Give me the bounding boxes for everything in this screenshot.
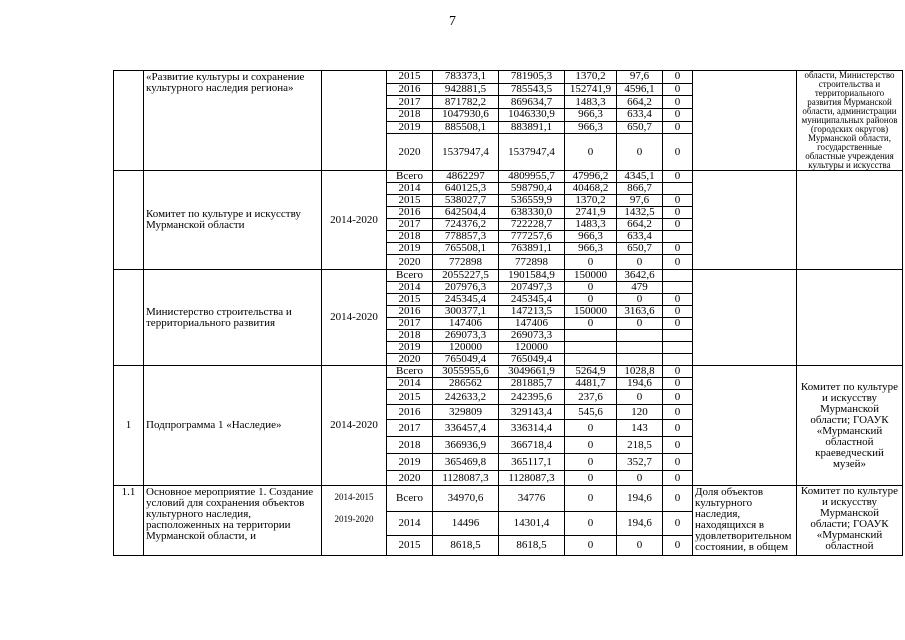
section-name: Основное мероприятие 1. Создание условий для сохранения объектов культурного наследия, расположенных на территории Мурманской области, и (144, 486, 322, 556)
year-cell: 2016 (387, 405, 433, 420)
other-cell: 0 (663, 71, 693, 84)
row-number (114, 270, 144, 366)
other-cell: 0 (663, 454, 693, 471)
local-cell: 633,4 (617, 108, 663, 121)
total-cell: 286562 (433, 378, 499, 390)
regional-cell: 4809955,7 (499, 171, 565, 183)
local-cell: 218,5 (617, 437, 663, 454)
regional-cell: 765049,4 (499, 354, 565, 366)
local-cell: 194,6 (617, 486, 663, 512)
federal-cell: 40468,2 (565, 183, 617, 195)
other-cell (663, 342, 693, 354)
row-number: 1.1 (114, 486, 144, 556)
row-number (114, 71, 144, 171)
regional-cell: 777257,6 (499, 231, 565, 243)
local-cell: 143 (617, 420, 663, 437)
regional-cell: 242395,6 (499, 390, 565, 405)
other-cell: 0 (663, 437, 693, 454)
other-cell: 0 (663, 294, 693, 306)
indicator (693, 71, 797, 171)
total-cell: 300377,1 (433, 306, 499, 318)
regional-cell: 245345,4 (499, 294, 565, 306)
year-cell: 2014 (387, 183, 433, 195)
section-name: «Развитие культуры и сохранение культурного наследия региона» (144, 71, 322, 171)
other-cell: 0 (663, 536, 693, 556)
local-cell: 194,6 (617, 378, 663, 390)
table-body (114, 71, 903, 556)
executor: Комитет по культуре и искусству Мурманской области; ГОАУК «Мурманский областной краеведческий музей» (797, 366, 903, 486)
regional-cell: 3049661,9 (499, 366, 565, 378)
regional-cell: 536559,9 (499, 195, 565, 207)
federal-cell: 0 (565, 318, 617, 330)
year-cell: 2019 (387, 342, 433, 354)
row-number: 1 (114, 366, 144, 486)
local-cell: 650,7 (617, 121, 663, 134)
local-cell: 0 (617, 134, 663, 171)
local-cell: 3163,6 (617, 306, 663, 318)
total-cell: 765049,4 (433, 354, 499, 366)
federal-cell: 150000 (565, 306, 617, 318)
other-cell: 0 (663, 405, 693, 420)
year-cell: 2018 (387, 437, 433, 454)
total-cell: 2055227,5 (433, 270, 499, 282)
year-cell: 2019 (387, 243, 433, 255)
regional-cell: 336314,4 (499, 420, 565, 437)
total-cell: 3055955,6 (433, 366, 499, 378)
table-row (114, 366, 903, 378)
year-cell: 2015 (387, 536, 433, 556)
total-cell: 147406 (433, 318, 499, 330)
period: 2014-2020 (322, 270, 387, 366)
regional-cell: 598790,4 (499, 183, 565, 195)
total-cell: 642504,4 (433, 207, 499, 219)
year-cell: Всего (387, 486, 433, 512)
local-cell: 4345,1 (617, 171, 663, 183)
regional-cell: 14301,4 (499, 512, 565, 536)
total-cell: 4862297 (433, 171, 499, 183)
other-cell: 0 (663, 486, 693, 512)
other-cell: 0 (663, 512, 693, 536)
year-cell: 2020 (387, 471, 433, 486)
federal-cell: 966,3 (565, 231, 617, 243)
regional-cell: 1901584,9 (499, 270, 565, 282)
total-cell: 1047930,6 (433, 108, 499, 121)
year-cell: 2018 (387, 231, 433, 243)
year-cell: 2020 (387, 255, 433, 270)
other-cell: 0 (663, 378, 693, 390)
section-name: Комитет по культуре и искусству Мурманской области (144, 171, 322, 270)
total-cell: 765508,1 (433, 243, 499, 255)
section-name: Министерство строительства и территориального развития (144, 270, 322, 366)
other-cell (663, 354, 693, 366)
year-cell: 2015 (387, 195, 433, 207)
total-cell: 724376,2 (433, 219, 499, 231)
executor (797, 270, 903, 366)
other-cell: 0 (663, 420, 693, 437)
total-cell: 783373,1 (433, 71, 499, 84)
executor: области, Министерство строительства и территориального развития Мурманской области, администрации муниципальных районов (городских округов) Мурманской области, государственные областные учреждения культуры и искусства (797, 71, 903, 171)
indicator (693, 366, 797, 486)
local-cell: 194,6 (617, 512, 663, 536)
regional-cell: 869634,7 (499, 96, 565, 109)
period-b: 2019-2020 (334, 514, 374, 524)
regional-cell: 329143,4 (499, 405, 565, 420)
year-cell: 2016 (387, 83, 433, 96)
local-cell: 0 (617, 536, 663, 556)
federal-cell: 0 (565, 437, 617, 454)
other-cell: 0 (663, 207, 693, 219)
total-cell: 640125,3 (433, 183, 499, 195)
other-cell: 0 (663, 83, 693, 96)
period: 2014-2020 (322, 171, 387, 270)
year-cell: 2018 (387, 330, 433, 342)
year-cell: 2017 (387, 219, 433, 231)
table-row (114, 486, 903, 512)
local-cell: 866,7 (617, 183, 663, 195)
federal-cell: 545,6 (565, 405, 617, 420)
local-cell: 0 (617, 294, 663, 306)
other-cell: 0 (663, 471, 693, 486)
federal-cell: 0 (565, 294, 617, 306)
total-cell: 366936,9 (433, 437, 499, 454)
regional-cell: 8618,5 (499, 536, 565, 556)
other-cell: 0 (663, 366, 693, 378)
total-cell: 269073,3 (433, 330, 499, 342)
year-cell: 2016 (387, 207, 433, 219)
federal-cell (565, 354, 617, 366)
local-cell (617, 330, 663, 342)
total-cell: 885508,1 (433, 121, 499, 134)
federal-cell: 1483,3 (565, 96, 617, 109)
federal-cell: 0 (565, 420, 617, 437)
other-cell (663, 330, 693, 342)
budget-table (113, 70, 903, 556)
federal-cell: 4481,7 (565, 378, 617, 390)
year-cell: Всего (387, 270, 433, 282)
other-cell: 0 (663, 243, 693, 255)
federal-cell (565, 330, 617, 342)
federal-cell: 2741,9 (565, 207, 617, 219)
table-row (114, 171, 903, 183)
other-cell: 0 (663, 171, 693, 183)
regional-cell: 722228,7 (499, 219, 565, 231)
federal-cell: 0 (565, 536, 617, 556)
other-cell: 0 (663, 121, 693, 134)
local-cell: 1432,5 (617, 207, 663, 219)
total-cell: 207976,3 (433, 282, 499, 294)
table-row (114, 270, 903, 282)
total-cell: 34970,6 (433, 486, 499, 512)
total-cell: 336457,4 (433, 420, 499, 437)
executor: Комитет по культуре и искусству Мурманской области; ГОАУК «Мурманский областной (797, 486, 903, 556)
period-a: 2014-2015 (334, 492, 374, 502)
regional-cell: 34776 (499, 486, 565, 512)
other-cell: 0 (663, 108, 693, 121)
regional-cell: 120000 (499, 342, 565, 354)
other-cell: 0 (663, 134, 693, 171)
regional-cell: 365117,1 (499, 454, 565, 471)
federal-cell: 0 (565, 512, 617, 536)
regional-cell: 147213,5 (499, 306, 565, 318)
local-cell (617, 354, 663, 366)
row-number (114, 171, 144, 270)
regional-cell: 1537947,4 (499, 134, 565, 171)
federal-cell: 0 (565, 282, 617, 294)
federal-cell: 237,6 (565, 390, 617, 405)
year-cell: 2018 (387, 108, 433, 121)
regional-cell: 781905,3 (499, 71, 565, 84)
regional-cell: 785543,5 (499, 83, 565, 96)
local-cell: 664,2 (617, 219, 663, 231)
other-cell: 0 (663, 96, 693, 109)
year-cell: 2016 (387, 306, 433, 318)
regional-cell: 1128087,3 (499, 471, 565, 486)
total-cell: 365469,8 (433, 454, 499, 471)
section-name: Подпрограмма 1 «Наследие» (144, 366, 322, 486)
other-cell: 0 (663, 255, 693, 270)
executor (797, 171, 903, 270)
year-cell: 2017 (387, 318, 433, 330)
federal-cell: 966,3 (565, 243, 617, 255)
federal-cell: 150000 (565, 270, 617, 282)
year-cell: 2017 (387, 420, 433, 437)
other-cell: 0 (663, 219, 693, 231)
local-cell: 650,7 (617, 243, 663, 255)
local-cell: 479 (617, 282, 663, 294)
table-row (114, 71, 903, 84)
federal-cell (565, 342, 617, 354)
year-cell: 2017 (387, 96, 433, 109)
year-cell: 2019 (387, 121, 433, 134)
local-cell: 0 (617, 390, 663, 405)
other-cell (663, 183, 693, 195)
local-cell: 0 (617, 318, 663, 330)
regional-cell: 147406 (499, 318, 565, 330)
year-cell: 2015 (387, 390, 433, 405)
federal-cell: 966,3 (565, 108, 617, 121)
local-cell: 0 (617, 471, 663, 486)
total-cell: 538027,7 (433, 195, 499, 207)
other-cell: 0 (663, 195, 693, 207)
total-cell: 778857,3 (433, 231, 499, 243)
federal-cell: 966,3 (565, 121, 617, 134)
local-cell: 0 (617, 255, 663, 270)
federal-cell: 0 (565, 134, 617, 171)
year-cell: 2020 (387, 354, 433, 366)
regional-cell: 638330,0 (499, 207, 565, 219)
year-cell: Всего (387, 366, 433, 378)
regional-cell: 763891,1 (499, 243, 565, 255)
page-number: 7 (449, 14, 456, 29)
indicator (693, 270, 797, 366)
federal-cell: 1483,3 (565, 219, 617, 231)
regional-cell: 269073,3 (499, 330, 565, 342)
other-cell (663, 231, 693, 243)
local-cell: 97,6 (617, 71, 663, 84)
year-cell: Всего (387, 171, 433, 183)
local-cell: 120 (617, 405, 663, 420)
local-cell (617, 342, 663, 354)
period (322, 486, 387, 556)
local-cell: 633,4 (617, 231, 663, 243)
local-cell: 4596,1 (617, 83, 663, 96)
total-cell: 1128087,3 (433, 471, 499, 486)
year-cell: 2019 (387, 454, 433, 471)
indicator: Доля объектов культурного наследия, находящихся в удовлетворительном состоянии, в общем (693, 486, 797, 556)
federal-cell: 0 (565, 255, 617, 270)
local-cell: 352,7 (617, 454, 663, 471)
year-cell: 2015 (387, 71, 433, 84)
total-cell: 242633,2 (433, 390, 499, 405)
federal-cell: 0 (565, 471, 617, 486)
other-cell: 0 (663, 318, 693, 330)
other-cell (663, 270, 693, 282)
other-cell: 0 (663, 390, 693, 405)
regional-cell: 772898 (499, 255, 565, 270)
regional-cell: 281885,7 (499, 378, 565, 390)
federal-cell: 1370,2 (565, 195, 617, 207)
federal-cell: 0 (565, 486, 617, 512)
year-cell: 2020 (387, 134, 433, 171)
federal-cell: 5264,9 (565, 366, 617, 378)
local-cell: 97,6 (617, 195, 663, 207)
period (322, 71, 387, 171)
period: 2014-2020 (322, 366, 387, 486)
total-cell: 1537947,4 (433, 134, 499, 171)
federal-cell: 152741,9 (565, 83, 617, 96)
federal-cell: 47996,2 (565, 171, 617, 183)
other-cell: 0 (663, 306, 693, 318)
federal-cell: 0 (565, 454, 617, 471)
total-cell: 871782,2 (433, 96, 499, 109)
total-cell: 120000 (433, 342, 499, 354)
federal-cell: 1370,2 (565, 71, 617, 84)
local-cell: 664,2 (617, 96, 663, 109)
regional-cell: 883891,1 (499, 121, 565, 134)
year-cell: 2014 (387, 512, 433, 536)
regional-cell: 207497,3 (499, 282, 565, 294)
year-cell: 2014 (387, 378, 433, 390)
total-cell: 8618,5 (433, 536, 499, 556)
total-cell: 14496 (433, 512, 499, 536)
indicator (693, 171, 797, 270)
total-cell: 245345,4 (433, 294, 499, 306)
regional-cell: 1046330,9 (499, 108, 565, 121)
year-cell: 2015 (387, 294, 433, 306)
other-cell (663, 282, 693, 294)
total-cell: 329809 (433, 405, 499, 420)
total-cell: 942881,5 (433, 83, 499, 96)
total-cell: 772898 (433, 255, 499, 270)
year-cell: 2014 (387, 282, 433, 294)
local-cell: 1028,8 (617, 366, 663, 378)
regional-cell: 366718,4 (499, 437, 565, 454)
local-cell: 3642,6 (617, 270, 663, 282)
